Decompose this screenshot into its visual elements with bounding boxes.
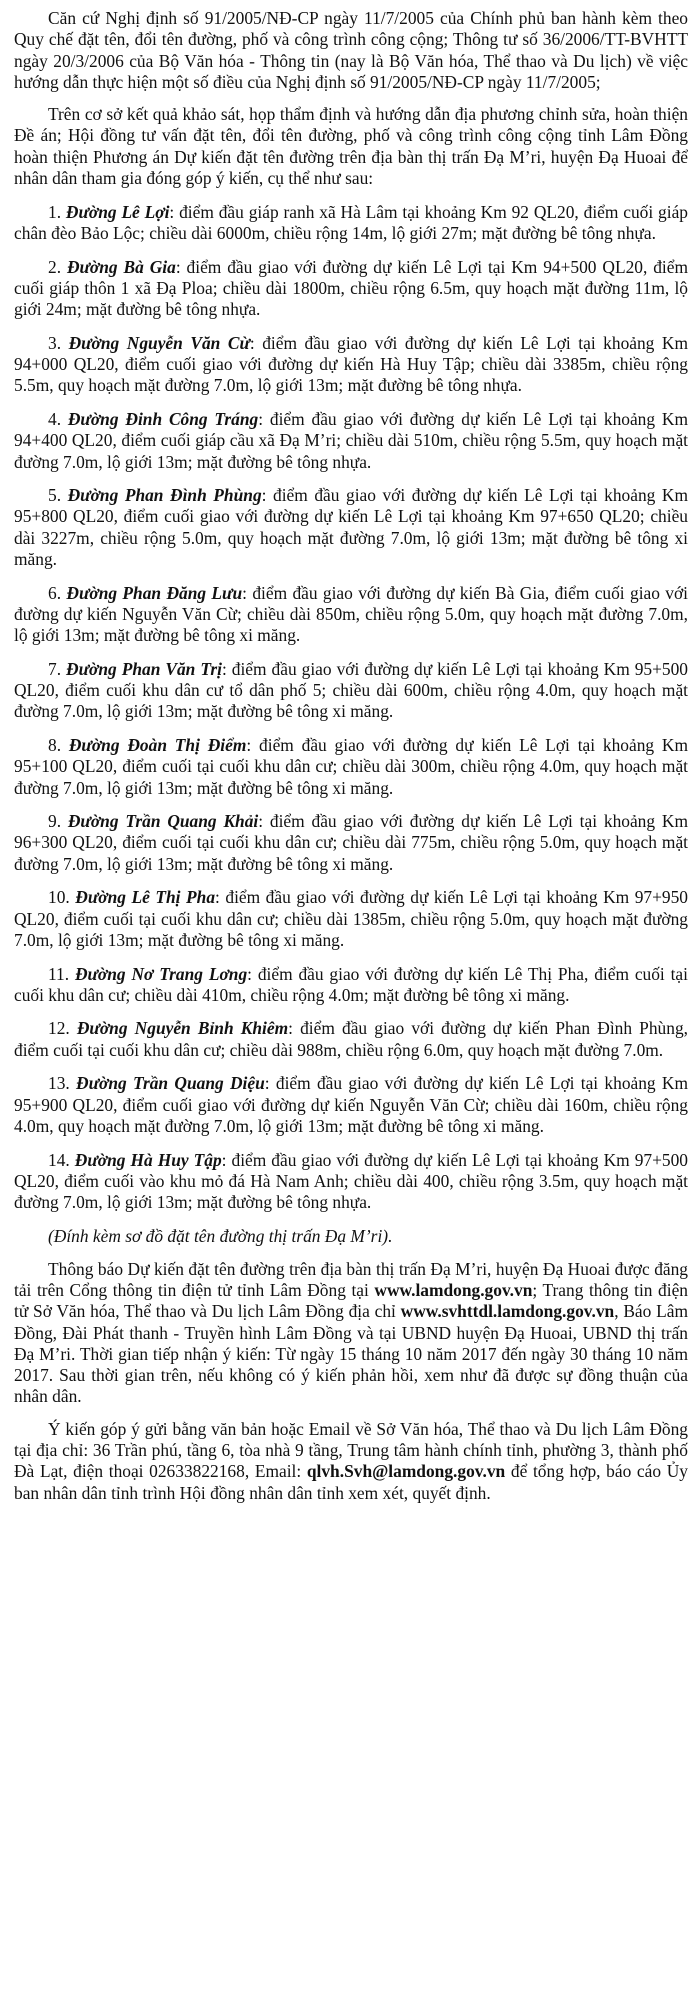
street-item <box>14 1150 688 1214</box>
street-item <box>14 409 688 473</box>
street-number: 2. <box>48 256 67 277</box>
street-item <box>14 811 688 875</box>
street-number: 9. <box>48 811 68 832</box>
street-description: : điểm đầu giao với đường dự kiến Lê Lợi tại khoảng Km 94+400 QL20, điểm cuối giáp cầu xã Đạ M’ri; chiều dài 510m, chiều rộng 5.5m, quy hoạch mặt đường 7.0m, lộ giới 13m; mặt đường bê tông nhựa. <box>14 408 688 472</box>
street-number: 11. <box>48 963 75 984</box>
street-name: Đường Nguyễn Văn Cừ <box>68 332 250 353</box>
province-portal-link[interactable]: www.lamdong.gov.vn <box>374 1280 533 1300</box>
street-description: : điểm đầu giao với đường dự kiến Lê Lợi tại khoảng Km 95+800 QL20, điểm cuối giao với đường dự kiến Lê Lợi tại khoảng Km 97+650 QL20; chiều dài 3227m, chiều rộng 5.0m, quy hoạch mặt đường 7.0m, lộ giới 13m; mặt đường bê tông xi măng. <box>14 485 688 570</box>
survey-paragraph: Trên cơ sở kết quả khảo sát, họp thẩm định và hướng dẫn địa phương chỉnh sửa, hoàn thiện Đề án; Hội đồng tư vấn đặt tên, đổi tên đường, phố và công trình công cộng tỉnh Lâm Đồng hoàn thiện Phương án Dự kiến đặt tên đường trên địa bàn thị trấn Đạ M’ri, huyện Đạ Huoai để nhân dân tham gia đóng góp ý kiến, cụ thể như sau: <box>14 104 688 189</box>
street-name: Đường Lê Lợi <box>65 201 170 222</box>
street-number: 1. <box>48 201 66 222</box>
street-number: 4. <box>48 408 68 429</box>
street-description: : điểm đầu giao với đường dự kiến Lê Lợi tại khoảng Km 96+300 QL20, điểm cuối tại cuối khu dân cư; chiều dài 775m, chiều rộng 5.0m, quy hoạch mặt đường 7.0m, lộ giới 13m; mặt đường bê tông xi măng. <box>14 811 688 874</box>
street-description: : điểm đầu giao với đường dự kiến Lê Lợi tại khoảng Km 95+500 QL20, điểm cuối khu dân cư tổ dân phố 5; chiều dài 600m, chiều rộng 4.0m, quy hoạch mặt đường 7.0m, lộ giới 13m; mặt đường bê tông xi măng. <box>14 658 689 722</box>
street-number: 6. <box>48 582 67 603</box>
street-item <box>14 735 688 799</box>
street-description: : điểm đầu giao với đường dự kiến Lê Lợi tại khoảng Km 97+950 QL20, điểm cuối tại cuối khu dân cư; chiều dài 1385m, chiều rộng 5.0m, quy hoạch mặt đường 7.0m, lộ giới 13m; mặt đường bê tông xi măng. <box>14 887 689 950</box>
notice-text: , Báo Lâm Đồng, Đài Phát thanh - Truyền hình Lâm Đồng và tại UBND huyện Đạ Huoai, UBND thị trấn Đạ M’ri. Thời gian tiếp nhận ý kiến: Từ ngày 15 tháng 10 năm 2017 đến ngày 30 tháng 10 năm 2017. Sau thời gian trên, nếu không có ý kiến phản hồi, xem như đã được sự đồng thuận của nhân dân. <box>14 1301 688 1407</box>
street-list <box>14 202 688 1214</box>
street-name: Đường Đinh Công Tráng <box>67 408 259 429</box>
street-item <box>14 1018 688 1061</box>
street-number: 8. <box>48 734 69 755</box>
street-description: : điểm đầu giao với đường dự kiến Phan Đình Phùng, điểm cuối tại cuối khu dân cư; chiều dài 988m, chiều rộng 6.0m, quy hoạch mặt đường 7.0m. <box>14 1018 688 1060</box>
street-item <box>14 257 688 321</box>
contact-email-link[interactable]: qlvh.Svh@lamdong.gov.vn <box>306 1461 506 1482</box>
street-description: : điểm đầu giao với đường dự kiến Lê Lợi tại khoảng Km 97+500 QL20, điểm cuối vào khu mỏ đá Hà Nam Anh; chiều dài 400, chiều rộng 3.5m, quy hoạch mặt đường 7.0m, lộ giới 13m; mặt đường bê tông nhựa. <box>14 1149 688 1213</box>
legal-basis-paragraph: Căn cứ Nghị định số 91/2005/NĐ-CP ngày 11/7/2005 của Chính phủ ban hành kèm theo Quy chế đặt tên, đổi tên đường, phố và công trình công cộng; Thông tư số 36/2006/TT-BVHTT ngày 20/3/2006 của Bộ Văn hóa - Thông tin (nay là Bộ Văn hóa, Thể thao và Du lịch) về việc hướng dẫn thực hiện một số điều của Nghị định số 91/2005/NĐ-CP ngày 11/7/2005; <box>14 8 688 92</box>
street-number: 7. <box>48 658 67 679</box>
street-number: 3. <box>48 332 69 353</box>
contact-text: để tổng hợp, báo cáo Ủy ban nhân dân tỉnh trình Hội đồng nhân dân tỉnh xem xét, quyết định. <box>14 1461 688 1503</box>
street-name: Đường Hà Huy Tập <box>74 1149 222 1170</box>
street-description: : điểm đầu giao với đường dự kiến Bà Gia, điểm cuối giao với đường dự kiến Nguyễn Văn Cừ; chiều dài 850m, chiều rộng 5.0m, quy hoạch mặt đường 7.0m, lộ giới 13m; mặt đường bê tông xi măng. <box>14 582 689 646</box>
street-name: Đường Đoàn Thị Điểm <box>68 734 247 755</box>
street-item <box>14 202 688 245</box>
street-name: Đường Nguyễn Bỉnh Khiêm <box>76 1018 289 1039</box>
street-name: Đường Phan Đình Phùng <box>67 485 262 506</box>
street-name: Đường Trần Quang Diệu <box>76 1073 265 1094</box>
street-description: : điểm đầu giáp ranh xã Hà Lâm tại khoảng Km 92 QL20, điểm cuối giáp chân đèo Bảo Lộc; chiều dài 6000m, chiều rộng 14m, lộ giới 27m; mặt đường bê tông nhựa. <box>14 201 688 243</box>
street-description: : điểm đầu giao với đường dự kiến Lê Lợi tại khoảng Km 94+000 QL20, điểm cuối giao với đường dự kiến Hà Huy Tập; chiều dài 3385m, chiều rộng 5.5m, quy hoạch mặt đường 7.0m, lộ giới 13m; mặt đường bê tông nhựa. <box>14 332 688 396</box>
street-item <box>14 659 688 723</box>
street-number: 12. <box>48 1018 77 1039</box>
street-name: Đường Lê Thị Pha <box>75 887 216 908</box>
street-name: Đường Trần Quang Khải <box>67 811 259 832</box>
notice-text: ; Trang thông tin điện tử Sở Văn hóa, Thể thao và Du lịch Lâm Đồng địa chỉ <box>14 1280 688 1322</box>
attachment-note: (Đính kèm sơ đồ đặt tên đường thị trấn Đạ M’ri). <box>48 1226 393 1247</box>
street-item <box>14 887 688 951</box>
street-number: 14. <box>48 1149 75 1170</box>
notice-paragraph <box>14 1259 688 1408</box>
street-name: Đường Phan Văn Trị <box>66 658 222 679</box>
street-number: 5. <box>48 485 68 506</box>
notice-text: Thông báo Dự kiến đặt tên đường trên địa bàn thị trấn Đạ M’ri, huyện Đạ Huoai được đăng tải trên Cổng thông tin điện tử tỉnh Lâm Đồng tại <box>14 1258 688 1300</box>
street-description: : điểm đầu giao với đường dự kiến Lê Lợi tại khoảng Km 95+100 QL20, điểm cuối tại cuối khu dân cư; chiều dài 300m, chiều rộng 4.0m, quy hoạch mặt đường 7.0m, lộ giới 13m; mặt đường bê tông xi măng. <box>14 734 689 798</box>
street-name: Đường Phan Đăng Lưu <box>66 582 243 603</box>
contact-text: Ý kiến góp ý gửi bằng văn bản hoặc Email về Sở Văn hóa, Thể thao và Du lịch Lâm Đồng tại địa chỉ: 36 Trần phú, tầng 6, tòa nhà 9 tầng, Trung tâm hành chính tỉnh, phường 3, thành phố Đà Lạt, điện thoại 02633822168, Email: <box>14 1418 688 1482</box>
street-name: Đường Bà Gia <box>66 256 176 277</box>
street-item <box>14 485 688 570</box>
street-item <box>14 583 688 647</box>
street-description: : điểm đầu giao với đường dự kiến Lê Thị Pha, điểm cuối tại cuối khu dân cư; chiều dài 410m, chiều rộng 4.0m; mặt đường bê tông xi măng. <box>14 963 688 1005</box>
department-site-link[interactable]: www.svhttdl.lamdong.gov.vn <box>400 1301 615 1322</box>
street-description: : điểm đầu giao với đường dự kiến Lê Lợi tại Km 94+500 QL20, điểm cuối giáp thôn 1 xã Đạ Ploa; chiều dài 1800m, chiều rộng 6.5m, quy hoạch mặt đường 11m, lộ giới 24m; mặt đường bê tông nhựa. <box>14 256 688 320</box>
contact-paragraph <box>14 1419 688 1504</box>
street-number: 10. <box>48 887 76 908</box>
street-item <box>14 964 688 1007</box>
street-number: 13. <box>48 1073 77 1094</box>
street-item <box>14 333 688 397</box>
street-description: : điểm đầu giao với đường dự kiến Lê Lợi tại khoảng Km 95+900 QL20, điểm cuối giao với đường dự kiến Nguyễn Văn Cừ; chiều dài 160m, chiều rộng 4.0m, quy hoạch mặt đường 7.0m, lộ giới 13m; mặt đường bê tông xi măng. <box>14 1073 688 1136</box>
street-item <box>14 1073 688 1137</box>
street-name: Đường Nơ Trang Lơng <box>74 963 248 984</box>
